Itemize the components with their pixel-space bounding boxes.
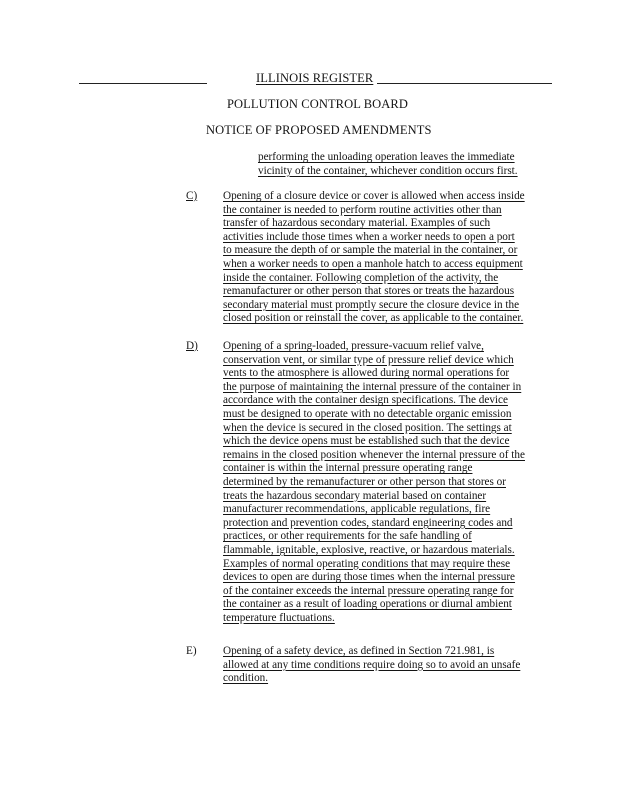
paragraph-e-label: E) xyxy=(186,645,197,657)
text-line: remains in the closed position whenever the internal pressure of the xyxy=(223,448,525,461)
paragraph-c xyxy=(223,190,548,326)
text-line: Opening of a spring-loaded, pressure-vacuum relief valve, xyxy=(223,340,484,352)
text-line: vents to the atmosphere is allowed during normal operations for xyxy=(223,367,510,380)
text-line: flammable, ignitable, explosive, reactive, or hazardous materials. xyxy=(223,543,515,556)
text-line: secondary material must promptly secure the closure device in the xyxy=(223,298,520,311)
text-line: Examples of normal operating conditions that may require these xyxy=(223,557,511,570)
register-title: ILLINOIS REGISTER xyxy=(256,71,374,85)
text-line: inside the container. Following completion of the activity, the xyxy=(223,271,499,284)
text-line: which the device opens must be established such that the device xyxy=(223,435,510,448)
text-line: activities include those times when a worker needs to open a port xyxy=(223,230,515,243)
paragraph-d xyxy=(223,340,548,625)
paragraph-d-label: D) xyxy=(186,340,198,352)
continuation-paragraph xyxy=(258,151,548,178)
text-line: temperature fluctuations. xyxy=(223,611,335,624)
text-line: container is within the internal pressure operating range xyxy=(223,462,473,475)
header-rule-right xyxy=(377,83,552,84)
header-rule-left xyxy=(79,83,207,84)
text-line: accordance with the container design specifications. The device xyxy=(223,394,508,407)
notice-title: NOTICE OF PROPOSED AMENDMENTS xyxy=(206,123,432,137)
text-line: transfer of hazardous secondary material. Examples of such xyxy=(223,217,491,230)
text-line: of the container exceeds the internal pressure operating range for xyxy=(223,584,514,597)
text-line: condition. xyxy=(223,672,269,685)
text-line: vicinity of the container, whichever condition occurs first. xyxy=(258,164,518,177)
text-line: treats the hazardous secondary material based on container xyxy=(223,489,487,502)
text-line: protection and prevention codes, standard engineering codes and xyxy=(223,516,513,529)
text-line: manufacturer recommendations, applicable regulations, fire xyxy=(223,503,491,516)
text-line: Opening of a safety device, as defined in Section 721.981, is xyxy=(223,645,495,657)
text-line: closed position or reinstall the cover, as applicable to the container. xyxy=(223,312,524,325)
text-line: conservation vent, or similar type of pressure relief device which xyxy=(223,353,514,366)
board-title: POLLUTION CONTROL BOARD xyxy=(227,97,408,111)
paragraph-c-label: C) xyxy=(186,190,198,202)
text-line: devices to open are during those times when the internal pressure xyxy=(223,571,516,584)
text-line: to measure the depth of or sample the material in the container, or xyxy=(223,244,518,257)
text-line: Opening of a closure device or cover is allowed when access inside xyxy=(223,190,525,202)
text-line: the purpose of maintaining the internal pressure of the container in xyxy=(223,380,522,393)
text-line: when a worker needs to open a manhole hatch to access equipment xyxy=(223,257,523,270)
text-line: must be designed to operate with no detectable organic emission xyxy=(223,407,512,420)
text-line: performing the unloading operation leaves the immediate xyxy=(258,151,515,163)
text-line: the container is needed to perform routine activities other than xyxy=(223,203,502,216)
paragraph-e xyxy=(223,645,548,686)
text-line: determined by the remanufacturer or other person that stores or xyxy=(223,475,506,488)
text-line: allowed at any time conditions require doing so to avoid an unsafe xyxy=(223,658,521,671)
text-line: when the device is secured in the closed position. The settings at xyxy=(223,421,512,434)
text-line: the container as a result of loading operations or diurnal ambient xyxy=(223,598,512,611)
text-line: practices, or other requirements for the safe handling of xyxy=(223,530,472,543)
text-line: remanufacturer or other person that stores or treats the hazardous xyxy=(223,285,515,298)
